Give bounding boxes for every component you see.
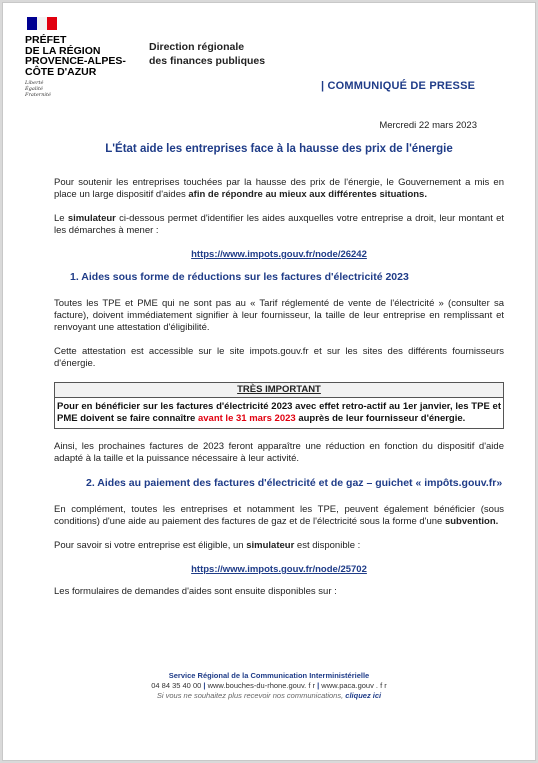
section-1-heading: 1. Aides sous forme de réductions sur les factures d'électricité 2023 <box>70 271 409 283</box>
simulator-emphasis-2: simulateur <box>246 540 295 551</box>
prefecture-name: PRÉFET DE LA RÉGION PROVENCE-ALPES- CÔTE D'AZUR <box>25 34 126 78</box>
footer-site-paca[interactable]: www.paca.gouv . f r <box>321 681 387 690</box>
document-page <box>2 2 536 761</box>
deadline-text: avant le 31 mars 2023 <box>197 413 296 424</box>
footer <box>3 671 535 701</box>
simulator-paragraph <box>54 213 504 237</box>
tricolor-flag-icon <box>27 17 57 30</box>
simulator-link[interactable]: https://www.impots.gouv.fr/node/26242 <box>191 249 367 260</box>
footer-contacts: 04 84 35 40 00 | www.bouches-du-rhone.gouv. f r | www.paca.gouv . f r <box>151 681 387 690</box>
footer-site-bouches-du-rhone[interactable]: www.bouches-du-rhone.gouv. f r <box>207 681 315 690</box>
unsubscribe-text: Si vous ne souhaitez plus recevoir nos communications, <box>156 691 346 700</box>
simulator-text: ci-dessous permet d'identifier les aides auxquelles votre entreprise a droit, leur montant et les démarches à mener : <box>54 213 504 236</box>
simulator-text-pre: Le <box>54 213 68 224</box>
footer-unsubscribe <box>3 691 535 701</box>
important-notice-title: TRÈS IMPORTANT <box>55 383 503 398</box>
important-notice-text <box>55 398 503 428</box>
section-2-heading: 2. Aides au paiement des factures d'électricité et de gaz – guichet « impôts.gouv.fr» <box>86 477 503 489</box>
footer-service: Service Régional de la Communication Interministérielle <box>168 671 370 680</box>
page-title: L'État aide les entreprises face à la hausse des prix de l'énergie <box>105 143 453 155</box>
section-2-text: En complément, toutes les entreprises et notamment les TPE, peuvent également bénéficier (sous conditions) d'une aide au paiement des factures de gaz et de l'électricité sous la forme d'une <box>54 504 504 527</box>
eligibility-text-end: est disponible : <box>294 540 361 551</box>
eligibility-text: Pour savoir si votre entreprise est éligible, un <box>54 540 247 551</box>
simulator-link-2[interactable]: https://www.impots.gouv.fr/node/25702 <box>191 564 367 575</box>
section-2-paragraph-2 <box>54 540 504 552</box>
section-2-paragraph-3: Les formulaires de demandes d'aides sont ensuite disponibles sur : <box>54 586 337 597</box>
issuing-directorate: Direction régionale des finances publiques <box>149 41 266 67</box>
release-date: Mercredi 22 mars 2023 <box>379 120 477 131</box>
intro-text: Pour soutenir les entreprises touchées par la hausse des prix de l'énergie, le Gouvernement a mis en place un large dispositif d'aides <box>54 177 504 200</box>
press-release-label: | COMMUNIQUÉ DE PRESSE <box>321 80 476 92</box>
intro-paragraph <box>54 177 504 201</box>
notice-text-b: auprès de leur fournisseur d'énergie. <box>295 413 466 424</box>
section-1-paragraph-3: Ainsi, les prochaines factures de 2023 feront apparaître une réduction en fonction du dispositif d'aide adapté à la taille et la puissance nécessaire à leur activité. <box>54 441 504 464</box>
footer-phone: 04 84 35 40 00 <box>151 681 202 690</box>
unsubscribe-link[interactable]: cliquez ici <box>345 691 382 700</box>
subsidy-emphasis: subvention. <box>444 516 499 527</box>
intro-emphasis: afin de répondre au mieux aux différentes situations. <box>188 189 427 200</box>
notice-text-a: Pour en bénéficier sur les factures d'électricité 2023 avec effet retro-actif au 1er janvier, les TPE et PME doivent se faire connaître <box>57 401 501 424</box>
marianne-logo <box>25 17 126 98</box>
simulator-emphasis: simulateur <box>67 213 116 224</box>
document-body <box>54 143 504 610</box>
important-notice-box <box>54 382 504 429</box>
section-1-paragraph-1: Toutes les TPE et PME qui ne sont pas au « Tarif réglementé de vente de l'électricité » (consulter sa facture), doivent immédiatement signifier à leur fournisseur, la taille de leur entreprise en remplissant et renvoyant une attestation d'éligibilité. <box>54 298 504 333</box>
republic-motto: Liberté Égalité Fraternité <box>25 80 51 98</box>
section-1-paragraph-2: Cette attestation est accessible sur le site impots.gouv.fr et sur les sites des différents fournisseurs d'énergie. <box>54 346 504 369</box>
section-2-paragraph-1 <box>54 504 504 528</box>
